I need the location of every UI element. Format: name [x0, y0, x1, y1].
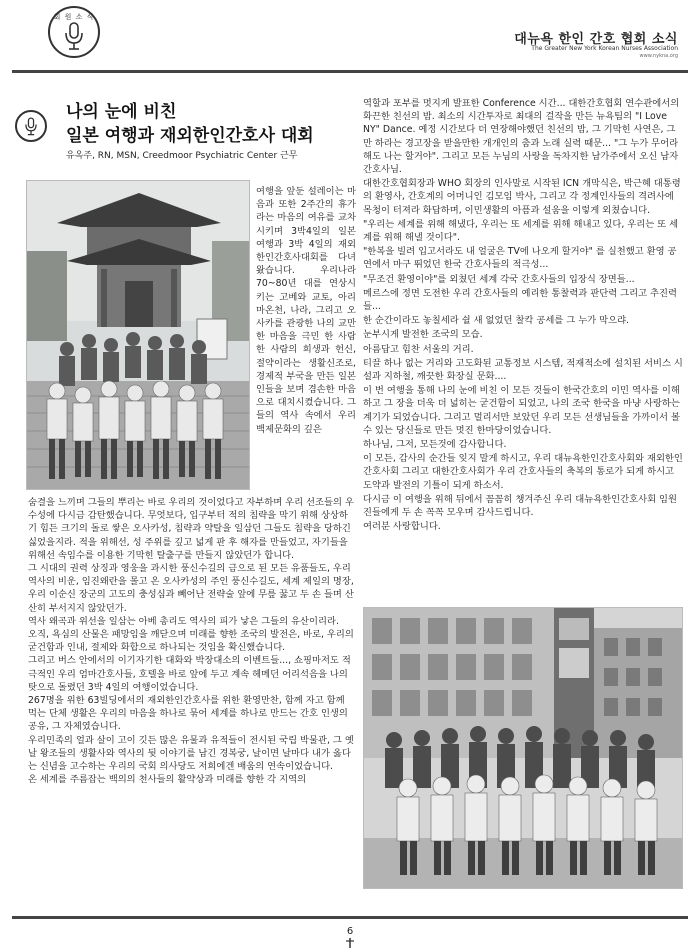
paragraph: 이 모든, 감사의 순간들 잊지 말게 하시고, 우리 대뉴욕한인간호사회와 재외한인간호사회 그리고 대한간호사회가 우리 간호사들의 축복의 통로가 되게 하시고 도약과 발전의 기틀이 되게 하소서. [363, 453, 683, 491]
paragraph: 오직, 욕심의 산물은 패망임을 깨닫으며 미래를 향한 조국의 발전은, 바로, 우리의 굳건함과 인내, 절제와 화합으로 하나되는 것임을 확신했습니다. [28, 629, 354, 654]
paragraph: 눈부시게 발전한 조국의 모습. [363, 329, 483, 341]
article-title-line2: 일본 여행과 재외한인간호사 대회 [66, 126, 314, 146]
article-icon [15, 110, 47, 142]
paragraph: 한 순간이라도 놓칠세라 쉴 새 없었던 찰칵 공세를 그 누가 막으랴. [363, 315, 630, 327]
article-title-line1: 나의 눈에 비친 [66, 102, 177, 122]
paragraph: 그리고 버스 안에서의 이기자기한 대화와 박장대소의 이벤트들..., 쇼핑마저도 적극적인 우리 엄마간호사들, 호텔을 바로 앞에 두고 계속 헤메던 어리석음을 나의 탓으로 돌렸던 3박 4일의 여행이었습니다. [28, 655, 351, 693]
microphone-icon [63, 22, 85, 52]
paragraph: 267명을 위한 63빌딩에서의 재외한인간호사를 위한 환영만찬, 함께 자고 함께 먹는 단체 생활은 우리의 마음을 하나로 묶어 세계를 하나로 만드는 간호 인생의 공유, 그 자체였습니다. [28, 695, 348, 733]
newsletter-title: 대뉴욕 한인 간호 협회 소식 [514, 32, 678, 47]
header-divider [12, 70, 688, 73]
paragraph: 역사 왜곡과 위선을 일삼는 아베 총리도 역사의 피가 낳은 그들의 유산이리라. [28, 615, 339, 627]
microphone-icon [24, 117, 38, 137]
street-photo-illustration [364, 608, 683, 889]
article-byline: 유옥주, RN, MSN, Creedmoor Psychiatric Center 근무 [66, 151, 298, 161]
paragraph: 하나님, 그저, 모든것에 감사합니다. [363, 439, 507, 451]
paragraph: 티끌 하나 없는 거리와 고도화된 교통정보 시스템, 적재적소에 설치된 서비스 시설과 지하철, 깨끗한 화장실 문화.... [363, 357, 683, 383]
paragraph: 이 번 여행을 통해 나의 눈에 비친 이 모든 것들이 한국간호의 이민 역사를 이해하고 그 장을 더욱 더 넓히는 굳건함이 되었고, 나의 조국 한국을 마냥 사랑하는 계기가 되었습니다. 그리고 멀리서만 보았던 우리 모든 선생님들을 가까이서 볼 수 있는 당신들로 만든 멋진 한마당이었습니다. [363, 385, 680, 436]
newsletter-url: www.nykna.org [639, 53, 678, 59]
article-left-column [28, 496, 356, 786]
article-intro-text: 여행을 앞둔 설레이는 마음과 또한 2주간의 휴가라는 마음의 여유를 교차시키며 3박4일의 일본 여행과 3박 4일의 재외한인간호사대회를 다녀왔습니다. 우리나라 70~80년 대를 연상시키는 고베와 교토, 아리마온천, 나라, 그리고 오사카를 관광한 나의 교만한 마음을 극민 한 사람 한 사람의 희생과 헌신, 절약이라는 생활신조로, 경제적 부국을 만든 일본인들을 보며 겸손한 마음으로 대치시켰습니다. 그들의 역사 속에서 우리 백제문화의 깊은 [256, 186, 356, 435]
temple-group-photo [26, 180, 250, 490]
newsletter-subtitle: The Greater New York Korean Nurses Association [531, 45, 678, 52]
paragraph: 역할과 포부를 멋지게 발표한 Conference 시간... 대한간호협회 연수관에서의 화끈한 친선의 밤. 최소의 시간투자로 최대의 걸작을 만든 뉴욕팀의 "I Love NY" Dance. 예정 시간보다 더 연장해야했던 친선의 밤, 그 기막힌 사연은, 그만 하라는 경고장을 받을만한 개개인의 춤과 노래 실력 때문... "그 누가 무어라해도 나는 할거야". 그리고 모든 누님의 사랑을 독차지한 남가주에서 오신 남자 간호사님. [363, 98, 680, 176]
page-number: 6 [346, 926, 354, 937]
street-group-photo [363, 607, 683, 889]
association-logo [48, 6, 100, 58]
paragraph: 우리민족의 얼과 살이 고이 깃든 많은 유물과 유적들이 전시된 국립 박물관, 그 옛날 왕조들의 생활사와 역사의 뒷 이야기를 남긴 경복궁, 날이면 날마다 내가 옳다는 신념을 고수하는 우리의 국회 의사당도 저희에겐 배움의 연속이었습니다. [28, 734, 354, 773]
paragraph: "무조건 환영이야"를 외쳤던 세계 각국 간호사들의 입장식 장면들... [363, 273, 635, 285]
page-ornament-icon [344, 938, 356, 948]
paragraph: "한복을 빌려 입고서라도 내 얼굴은 TV에 나오게 할거야" 를 실천했고 환영 공연에서 마구 뛰었던 한국 간호사들의 적극성... [363, 246, 677, 271]
footer-divider [12, 916, 688, 919]
paragraph: 숨결을 느끼며 그들의 뿌리는 바로 우리의 것이었다고 자부하며 우리 선조들의 우수성에 다시금 감탄했습니다. 무엇보다, 입구부터 적의 침략을 막기 위해 상상하기 힘든 크기의 돌로 쌓은 오사카성, 침략과 약탈을 일삼던 그들도 침략을 당하긴 싫었을지라. 적을 위해선, 성 주위를 깊고 넓게 판 후 해자를 만들었고, 자기들을 위해선 속임수를 이용한 기막힌 탈출구를 만들지 않았던가 합니다. [28, 497, 354, 561]
paragraph: 여러분 사랑합니다. [363, 521, 441, 533]
temple-photo-illustration [27, 181, 250, 490]
paragraph: "우리는 세계를 위해 해냈다, 우리는 또 세계를 위해 해내고 있다, 우리는 또 세계를 위해 해낼 것이다". [363, 218, 679, 244]
paragraph: 메르스에 정면 도전한 우리 간호사들의 예리한 통찰력과 판단력 그리고 추진력들... [363, 287, 677, 313]
paragraph: 아름답고 힘찬 서울의 거리. [363, 343, 474, 355]
paragraph: 다시금 이 여행을 위해 뒤에서 꼼꼼히 챙겨주신 우리 대뉴욕한인간호사회 임원진들에게 두 손 꼭꼭 모우며 감사드립니다. [363, 493, 677, 519]
article-intro-column [256, 185, 356, 436]
article-right-column [363, 97, 683, 535]
paragraph: 온 세계를 주름잡는 백의의 천사들의 활약상과 미래를 향한 각 지역의 [28, 774, 307, 786]
paragraph: 그 시대의 권력 상징과 영웅을 과시한 풍신수길의 금으로 된 모든 유품들도, 우리 역사의 비운, 임진왜란을 몰고 온 오사카성의 주인 풍신수길도, 세계 제일의 명장, 우리 이순신 장군의 고도의 충성심과 빼어난 전략술 앞에 무릎 꿇고 두 손 들며 산산히 부서지지 않았던가. [28, 563, 354, 614]
paragraph: 대한간호협회장과 WHO 회장의 인사말로 시작된 ICN 개막식은, 박근혜 대통령의 환영사, 간호계의 어머니인 김모임 박사, 그리고 각 정계인사들의 격려사에 목청이 터져라 화답하며, 이민생활의 아픔과 설움을 이렇게 외쳤습니다. [363, 178, 681, 216]
logo-text: 회 원 소 식 [53, 13, 95, 21]
